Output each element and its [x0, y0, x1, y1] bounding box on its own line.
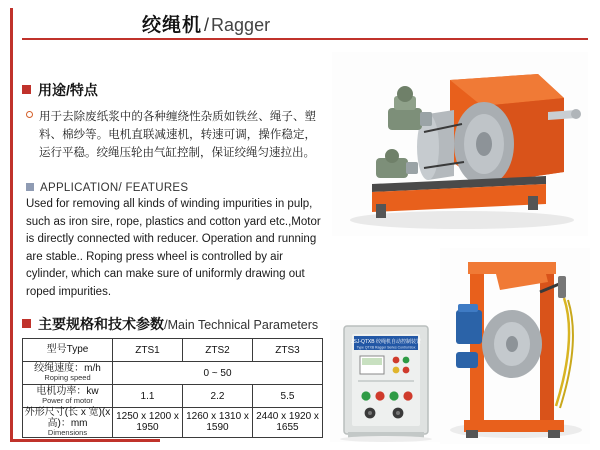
- params-heading-cn: 主要规格和技术参数: [38, 316, 164, 332]
- table-row: [23, 339, 323, 362]
- cell-type-zts3: ZTS3: [253, 339, 323, 362]
- technical-parameters-table: [22, 338, 323, 438]
- cell-dim-zts2: 1260 x 1310 x 1590: [183, 408, 253, 438]
- control-cabinet-photo: [330, 320, 448, 442]
- usage-paragraph-block: [26, 108, 316, 162]
- page-title: [142, 10, 270, 37]
- product-photo-main: [332, 52, 588, 236]
- cell-roping-speed-value: 0 ~ 50: [113, 362, 323, 385]
- cell-power-zts1: 1.1: [113, 385, 183, 408]
- cell-type-zts2: ZTS2: [183, 339, 253, 362]
- usage-section-heading: [22, 80, 98, 100]
- left-red-rule: [10, 8, 13, 442]
- page-title-en: Ragger: [211, 15, 271, 35]
- gray-square-bullet-icon: [26, 183, 34, 191]
- table-row: [23, 362, 323, 385]
- page-title-separator: /: [204, 15, 210, 35]
- params-heading-en: Main Technical Parameters: [167, 318, 319, 332]
- features-section-heading: [26, 178, 188, 196]
- params-heading-separator: /: [164, 317, 168, 332]
- red-square-bullet-icon-2: [22, 319, 31, 328]
- features-heading-text: APPLICATION/ FEATURES: [40, 182, 189, 194]
- product-photo-secondary: [440, 248, 590, 444]
- cell-power-zts3: 5.5: [253, 385, 323, 408]
- svg-text:JSJ-QTXB 绞绳机自动控制装置: JSJ-QTXB 绞绳机自动控制装置: [350, 339, 422, 345]
- table-row: [23, 385, 323, 408]
- cell-power-zts2: 2.2: [183, 385, 253, 408]
- row-label-roping-speed: 绞绳速度：m/h Roping speed: [23, 362, 113, 385]
- row-label-type: 型号Type: [23, 339, 113, 362]
- page-title-cn: 绞绳机: [142, 15, 203, 36]
- usage-heading-text: 用途/特点: [38, 82, 98, 98]
- cell-dim-zts1: 1250 x 1200 x 1950: [113, 408, 183, 438]
- page-header: [22, 8, 588, 40]
- cell-type-zts1: ZTS1: [113, 339, 183, 362]
- svg-text:Type QTXB Ragger Series Contro: Type QTXB Ragger Series Control Box: [356, 345, 416, 350]
- header-underline: [22, 38, 588, 40]
- red-square-bullet-icon: [22, 85, 31, 94]
- params-section-heading: [22, 314, 318, 334]
- row-label-dimensions: 外形尺寸(长 x 宽)(x 高)：mm Dimensions: [23, 408, 113, 438]
- usage-paragraph-text: 用于去除废纸浆中的各种缠绕性杂质如铁丝、绳子、塑料、棉纱等。电机直联减速机，转速可调，操作稳定，运行平稳。绞绳压轮由气缸控制，保证绞绳匀速拉出。: [39, 111, 316, 159]
- row-label-motor-power: 电机功率：kw Power of motor: [23, 385, 113, 408]
- circle-bullet-icon: [26, 111, 33, 118]
- bottom-red-rule: [10, 439, 160, 442]
- table-row: [23, 408, 323, 438]
- features-paragraph-text: Used for removing all kinds of winding impurities in pulp, such as iron sire, rope, plastics and cotton yard etc.,Motor is directly connected with reducer. Operation and running are stable.. Roping press wheel is controlled by air cylinder, which can make sure of uniformly drawing out roped impurities.: [26, 198, 321, 298]
- cell-dim-zts3: 2440 x 1920 x 1655: [253, 408, 323, 438]
